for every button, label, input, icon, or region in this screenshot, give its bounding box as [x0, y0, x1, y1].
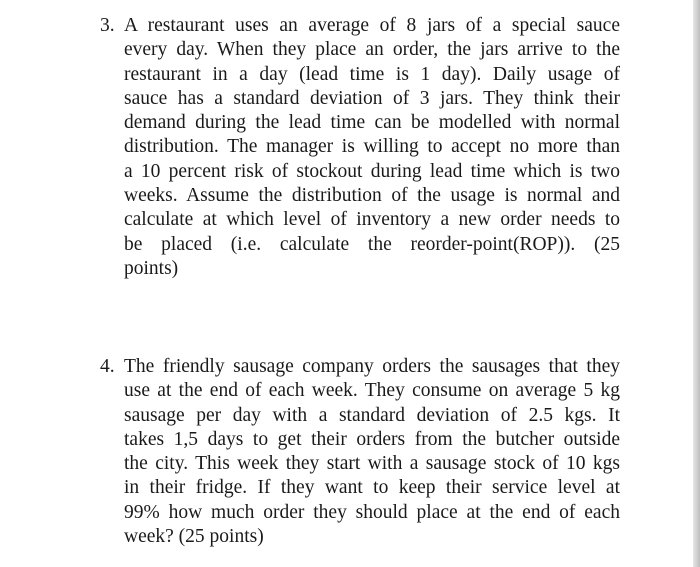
text-line: every day. When they place an order, the jars arrive to the — [124, 39, 620, 61]
text-line: week? (25 points) — [124, 526, 264, 548]
page-edge-shadow — [693, 0, 700, 567]
text-line: distribution. The manager is willing to accept no more than — [124, 136, 620, 158]
text-line: calculate at which level of inventory a new order needs to — [124, 209, 620, 231]
text-line: A restaurant uses an average of 8 jars of a special sauce — [124, 15, 620, 36]
text-line: demand during the lead time can be modelled with normal — [124, 112, 620, 134]
question-4 — [100, 355, 620, 549]
text-line: sauce has a standard deviation of 3 jars. They think their — [124, 87, 620, 109]
text-line: sausage per day with a standard deviation of 2.5 kgs. It — [124, 404, 620, 426]
question-text — [124, 355, 620, 549]
text-line: points) — [124, 257, 179, 279]
text-line: a 10 percent risk of stockout during lead time which is two — [124, 160, 620, 182]
question-3 — [100, 14, 620, 281]
text-line: restaurant in a day (lead time is 1 day). Daily usage of — [124, 63, 620, 85]
text-line: The friendly sausage company orders the sausages that they — [124, 356, 620, 377]
question-number: 3. — [100, 15, 115, 36]
text-line: in their fridge. If they want to keep their service level at — [124, 477, 620, 499]
question-text — [124, 14, 620, 281]
text-line: weeks. Assume the distribution of the usage is normal and — [124, 185, 620, 207]
text-line: be placed (i.e. calculate the reorder-point(ROP)). (25 — [124, 233, 620, 255]
text-line: 99% how much order they should place at the end of each — [124, 501, 620, 523]
question-number: 4. — [100, 356, 115, 377]
text-line: the city. This week they start with a sausage stock of 10 kgs — [124, 453, 620, 475]
text-line: use at the end of each week. They consume on average 5 kg — [124, 380, 620, 402]
text-line: takes 1,5 days to get their orders from the butcher outside — [124, 428, 620, 450]
